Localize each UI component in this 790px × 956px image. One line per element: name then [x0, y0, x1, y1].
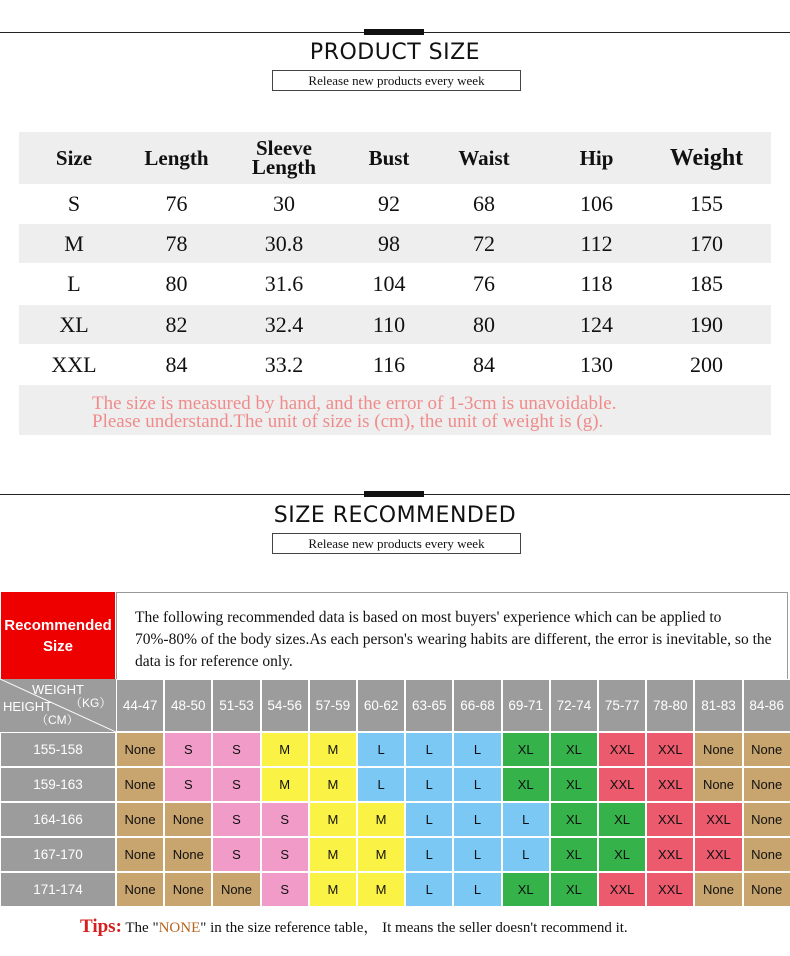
weight-range-header: 48-50: [164, 679, 212, 732]
table-cell: 130: [580, 351, 613, 377]
weight-range-header: 75-77: [598, 679, 646, 732]
size-recommended-title: SIZE RECOMMENDED: [273, 503, 517, 528]
size-cell: S: [261, 802, 309, 837]
size-cell: XXL: [646, 732, 694, 767]
size-cell: XL: [502, 767, 550, 802]
size-cell: None: [694, 732, 742, 767]
size-cell: L: [453, 802, 501, 837]
column-header: Size: [55, 145, 93, 170]
size-cell: L: [357, 767, 405, 802]
weight-range-header: 63-65: [405, 679, 453, 732]
table-cell: 72: [473, 230, 495, 256]
size-cell: XL: [598, 837, 646, 872]
table-cell: 33.2: [264, 351, 304, 377]
height-unit-label: （CM）: [36, 713, 79, 727]
size-cell: L: [405, 732, 453, 767]
table-cell: 68: [473, 190, 495, 216]
note-line-1: The size is measured by hand, and the error of 1-3cm is unavoidable.: [92, 393, 617, 414]
height-label: HEIGHT: [3, 699, 53, 714]
size-cell: XXL: [646, 872, 694, 907]
size-cell: XL: [502, 872, 550, 907]
measurement-note: [19, 385, 771, 435]
size-cell: XL: [502, 732, 550, 767]
table-row: [19, 345, 771, 384]
size-cell: None: [743, 837, 790, 872]
size-cell: XL: [550, 732, 598, 767]
size-cell: XXL: [694, 837, 742, 872]
tips-text-after: " in the size reference table， It means the seller doesn't recommend it.: [200, 920, 628, 936]
size-cell: M: [309, 767, 357, 802]
column-header: Weight: [669, 144, 744, 171]
size-cell: XXL: [646, 837, 694, 872]
divider-accent: [364, 29, 424, 35]
table-cell: 84: [165, 351, 188, 377]
table-cell: 84: [473, 351, 495, 377]
size-cell: M: [357, 802, 405, 837]
size-cell: None: [743, 732, 790, 767]
table-cell: 104: [372, 270, 406, 296]
table-cell: 106: [580, 190, 613, 216]
size-cell: L: [405, 802, 453, 837]
size-cell: XL: [550, 802, 598, 837]
size-cell: L: [502, 802, 550, 837]
table-cell: 92: [378, 190, 400, 216]
weight-range-header: 54-56: [261, 679, 309, 732]
table-cell: 30: [273, 190, 295, 216]
table-cell: 78: [165, 230, 188, 256]
weight-range-header: 78-80: [646, 679, 694, 732]
size-cell: L: [453, 767, 501, 802]
height-range-label: 171-174: [0, 872, 116, 907]
table-cell: 80: [473, 311, 495, 337]
weight-range-header: 69-71: [502, 679, 550, 732]
table-cell: 98: [378, 230, 400, 256]
table-cell: 31.6: [264, 270, 304, 296]
table-cell: 185: [690, 270, 723, 296]
column-header: Waist: [458, 145, 510, 170]
table-cell: 124: [580, 311, 613, 337]
table-cell: 82: [165, 311, 188, 337]
table-cell: S: [67, 190, 81, 216]
height-range-label: 167-170: [0, 837, 116, 872]
size-cell: None: [116, 802, 164, 837]
table-cell: 155: [690, 190, 723, 216]
table-cell: 118: [580, 270, 613, 296]
table-cell: 32.4: [264, 311, 304, 337]
size-cell: XXL: [646, 767, 694, 802]
size-cell: L: [405, 767, 453, 802]
table-cell: M: [64, 230, 84, 256]
weight-range-header: 57-59: [309, 679, 357, 732]
size-cell: None: [164, 802, 212, 837]
height-range-label: 155-158: [0, 732, 116, 767]
badge-text: Recommended Size: [4, 617, 112, 655]
table-cell: XXL: [51, 351, 97, 377]
size-cell: S: [212, 802, 260, 837]
size-cell: M: [261, 732, 309, 767]
table-cell: 170: [690, 230, 723, 256]
size-cell: XL: [550, 837, 598, 872]
table-cell: 112: [580, 230, 613, 256]
size-cell: S: [212, 767, 260, 802]
size-cell: XXL: [598, 767, 646, 802]
size-cell: M: [309, 872, 357, 907]
size-cell: None: [743, 872, 790, 907]
size-cell: S: [164, 732, 212, 767]
size-cell: S: [212, 732, 260, 767]
table-header-row: [19, 132, 771, 184]
size-cell: L: [405, 837, 453, 872]
weight-height-corner: [0, 679, 116, 732]
size-cell: XL: [550, 767, 598, 802]
table-cell: L: [67, 270, 81, 296]
weight-range-header: 44-47: [116, 679, 164, 732]
weight-range-header: 60-62: [357, 679, 405, 732]
size-cell: M: [357, 837, 405, 872]
weight-range-header: 51-53: [212, 679, 260, 732]
tips-text-before: The ": [121, 920, 159, 936]
size-cell: None: [212, 872, 260, 907]
size-cell: None: [694, 872, 742, 907]
table-row: [19, 224, 771, 263]
weight-label: WEIGHT: [32, 682, 84, 697]
size-cell: None: [164, 872, 212, 907]
size-cell: None: [116, 732, 164, 767]
size-cell: None: [743, 767, 790, 802]
tips-label: Tips:: [80, 916, 122, 937]
size-cell: L: [357, 732, 405, 767]
recommended-size-badge: [1, 592, 115, 680]
table-cell: 190: [690, 311, 723, 337]
size-cell: None: [694, 767, 742, 802]
weight-unit-label: （KG）: [70, 696, 112, 710]
column-header: Length: [144, 145, 209, 170]
product-size-title: PRODUCT SIZE: [309, 40, 481, 65]
table-cell: 76: [165, 190, 188, 216]
size-recommendation-chart: [0, 591, 790, 908]
size-cell: S: [261, 837, 309, 872]
table-row: [19, 184, 771, 223]
size-cell: S: [164, 767, 212, 802]
size-recommended-subtitle: Release new products every week: [272, 533, 521, 554]
table-row: [19, 264, 771, 303]
note-line-2: Please understand.The unit of size is (cm), the unit of weight is (g).: [92, 411, 604, 432]
size-cell: XXL: [646, 802, 694, 837]
size-cell: XXL: [598, 732, 646, 767]
column-header: Sleeve Length: [251, 136, 317, 179]
table-cell: XL: [59, 311, 89, 337]
size-cell: None: [116, 767, 164, 802]
size-cell: None: [164, 837, 212, 872]
table-cell: 80: [165, 270, 188, 296]
divider-accent: [364, 491, 424, 497]
weight-range-header: 84-86: [743, 679, 790, 732]
weight-range-header: 72-74: [550, 679, 598, 732]
column-header: Hip: [579, 145, 614, 170]
size-cell: S: [212, 837, 260, 872]
size-cell: M: [261, 767, 309, 802]
height-range-label: 159-163: [0, 767, 116, 802]
size-cell: L: [453, 732, 501, 767]
size-cell: L: [453, 837, 501, 872]
weight-range-header: 66-68: [453, 679, 501, 732]
recommendation-description: The following recommended data is based on most buyers' experience which can be applied to 70%-80% of the body sizes.As each person's wearing habits are different, the error is inevitable, so the data is for reference only.: [116, 592, 788, 680]
size-cell: XXL: [598, 872, 646, 907]
size-cell: M: [309, 802, 357, 837]
size-cell: M: [309, 732, 357, 767]
height-range-label: 164-166: [0, 802, 116, 837]
table-row: [19, 305, 771, 344]
size-cell: L: [502, 837, 550, 872]
size-cell: L: [453, 872, 501, 907]
size-cell: M: [357, 872, 405, 907]
table-cell: 200: [690, 351, 723, 377]
size-cell: S: [261, 872, 309, 907]
size-cell: XL: [598, 802, 646, 837]
tips-highlight: NONE: [158, 920, 201, 936]
tips-note: [80, 916, 628, 938]
size-cell: L: [405, 872, 453, 907]
table-cell: 110: [372, 311, 406, 337]
size-cell: M: [309, 837, 357, 872]
weight-range-header: 81-83: [694, 679, 742, 732]
size-cell: None: [116, 872, 164, 907]
table-cell: 30.8: [264, 230, 304, 256]
column-header: Bust: [368, 145, 410, 170]
size-cell: None: [116, 837, 164, 872]
size-cell: XXL: [694, 802, 742, 837]
table-cell: 76: [473, 270, 495, 296]
size-cell: XL: [550, 872, 598, 907]
size-cell: None: [743, 802, 790, 837]
table-cell: 116: [372, 351, 406, 377]
product-size-subtitle: Release new products every week: [272, 70, 521, 91]
